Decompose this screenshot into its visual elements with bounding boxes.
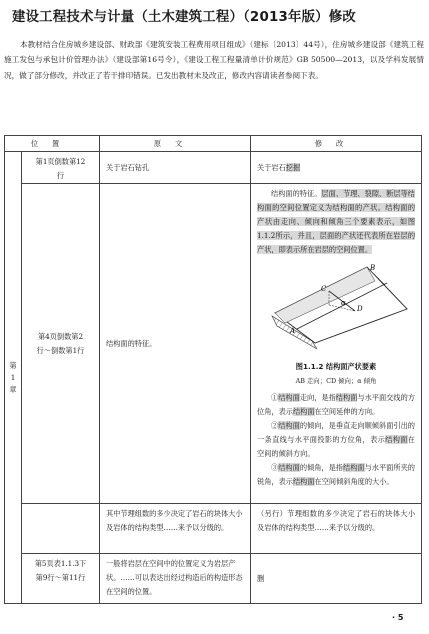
definition-highlight: 层面、节理、裂隙、断层等结构面的空间位置定义为结构面的产状。结构面的产状由走向、倾向和倾角三个要素表示，如图1.1.2所示，并且，层面的产状还代表所在岩层的产状，即表示所在岩层的空间位置。 xyxy=(257,189,416,254)
table-row xyxy=(5,504,422,554)
position-text: 第4页倒数第2行～倒数第1行 xyxy=(36,331,85,355)
dip-angle-item: ③结构面的倾角，是指结构面与水平面所夹的锐角，表示结构面在空间倾斜角度的大小。 xyxy=(257,463,415,486)
row-position xyxy=(22,504,100,554)
header-position: 位置 xyxy=(5,136,100,152)
row-modified: （另行）节理组数的多少决定了岩石的块体大小及岩体的结构类型……来予以分级的。 xyxy=(251,504,422,554)
row-modified: 删 xyxy=(251,554,422,604)
header-original: 原文 xyxy=(100,136,251,152)
row-position xyxy=(22,184,100,504)
label-b: B xyxy=(370,264,376,272)
highlight-text: 挖掘 xyxy=(285,162,301,172)
modified-text: 关于岩石 xyxy=(257,162,286,172)
intro-paragraph: 本教材结合住房城乡建设部、财政部《建筑安装工程费用项目组成》（建标〔2013〕44号），住房城乡建设部《建筑工程施工发包与承包计价管理办法》（建设部第16号令），《建设工程工程量清单计价规范》GB 50500—2013，以及学科发展情况，做了部分修改，并改正了若干排印错误。已发出教材未及改正，修改内容请读者参阅下表。 xyxy=(4,40,424,80)
row-original: 一般将岩层在空间中的位置定义为岩层产状。……可以表达出经过构造后的构造形态在空间的位置。 xyxy=(100,554,251,604)
figure-legend: AB 走向；CD 倾向；α 倾角 xyxy=(295,377,377,385)
row-position xyxy=(22,554,100,604)
table-row xyxy=(5,554,422,604)
row-position xyxy=(22,152,100,184)
header-modified: 修改 xyxy=(251,136,422,152)
table-header-row xyxy=(5,136,422,152)
position-text: 第5页表1.1.3下第9行～第11行 xyxy=(34,559,87,582)
row-original: 关于岩石钻孔 xyxy=(100,152,251,184)
strike-item: ①结构面走向，是指结构面与水平面交线的方位角，表示结构面在空间延伸的方向。 xyxy=(257,393,415,416)
page-title: 建设工程技术与计量（土木建筑工程）（2013年版）修改 xyxy=(12,10,356,25)
label-alpha: α xyxy=(341,299,346,307)
dip-direction-item: ②结构面的倾向，是垂直走向顺倾斜面引出的一条直线与水平面投影的方位角，表示结构面在空间的倾斜方向。 xyxy=(257,421,415,458)
figure xyxy=(257,261,415,388)
label-d: D xyxy=(357,305,363,313)
chapter-cell xyxy=(5,152,22,604)
row-original: 结构面的特征。 xyxy=(100,184,251,504)
table-row xyxy=(5,152,422,184)
structure-attitude-diagram xyxy=(257,261,417,353)
table-row xyxy=(5,184,422,504)
row-original: 其中节理组数的多少决定了岩石的块体大小及岩体的结构类型……来予以分级的。 xyxy=(100,504,251,554)
label-c: C xyxy=(321,285,327,293)
row-modified xyxy=(251,152,422,184)
page-number: · 5 xyxy=(392,613,404,622)
definition-lead: 结构面的特征。 xyxy=(271,189,322,198)
figure-caption: 图1.1.2 结构面产状要素 xyxy=(295,362,377,371)
label-a: A xyxy=(290,327,296,335)
revision-table xyxy=(4,135,422,604)
position-text: 第1页倒数第12行 xyxy=(35,157,86,180)
row-modified xyxy=(251,184,422,504)
structure-definition xyxy=(257,187,415,257)
chapter-label: 第1章 xyxy=(9,360,17,394)
